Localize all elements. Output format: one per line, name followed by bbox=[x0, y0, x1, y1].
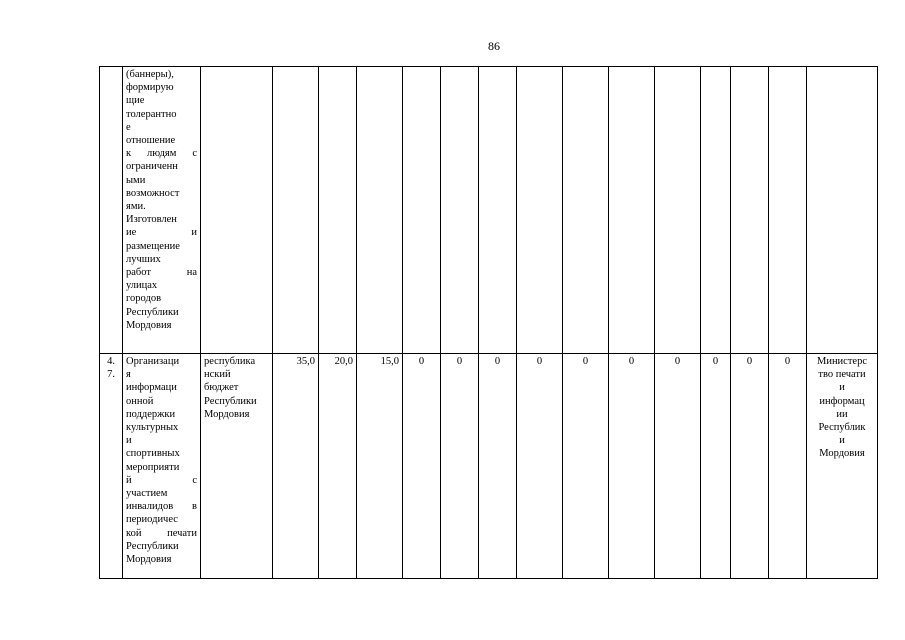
funding-source-cell bbox=[201, 354, 273, 579]
value-cell: 35,0 bbox=[273, 354, 319, 579]
text-line: нский bbox=[204, 369, 231, 381]
responsible-cell bbox=[807, 354, 878, 579]
text-line: й с bbox=[126, 474, 197, 486]
value-cell: 0 bbox=[769, 354, 807, 579]
value-cell: 0 bbox=[517, 354, 563, 579]
responsible-cell bbox=[807, 67, 878, 354]
text-line: работ на bbox=[126, 267, 197, 279]
text-line: участием bbox=[126, 488, 168, 500]
text-line: информац bbox=[819, 395, 865, 407]
value-cell: 0 bbox=[479, 354, 517, 579]
text-line: отношение bbox=[126, 135, 176, 147]
value-cell bbox=[655, 67, 701, 354]
text-line: я bbox=[126, 369, 131, 381]
activity-name-cell bbox=[123, 354, 201, 579]
text-line: и bbox=[126, 435, 132, 447]
text-line: Республики bbox=[126, 306, 179, 318]
text-line: формирую bbox=[126, 82, 174, 94]
funding-source-cell bbox=[201, 67, 273, 354]
value-cell bbox=[319, 67, 357, 354]
text-line: (баннеры), bbox=[126, 69, 174, 80]
text-line: ии bbox=[836, 408, 848, 420]
table-row bbox=[100, 354, 878, 579]
row-number-cell bbox=[100, 67, 123, 354]
text-line: возможност bbox=[126, 187, 180, 199]
text-line: инвалидов в bbox=[126, 501, 197, 513]
text-line: Республик bbox=[818, 422, 866, 434]
value-cell: 0 bbox=[609, 354, 655, 579]
text-line: бюджет bbox=[204, 382, 239, 394]
text-line: Организаци bbox=[126, 356, 180, 367]
value-cell bbox=[701, 67, 731, 354]
value-cell bbox=[517, 67, 563, 354]
text-line: лучших bbox=[126, 253, 161, 265]
text-line: размещение bbox=[126, 240, 180, 252]
text-line: ями. bbox=[126, 201, 146, 213]
text-line: онной bbox=[126, 395, 154, 407]
text-line: щие bbox=[126, 95, 145, 107]
text-line: и bbox=[839, 435, 845, 447]
text-line: городов bbox=[126, 293, 162, 305]
value-cell: 0 bbox=[441, 354, 479, 579]
text-line: спортивных bbox=[126, 448, 180, 460]
value-cell: 0 bbox=[403, 354, 441, 579]
text-line: Мордовия bbox=[204, 408, 250, 420]
text-line: толерантно bbox=[126, 108, 177, 120]
text-line: Мордовия bbox=[819, 448, 865, 460]
text-line: 4. bbox=[107, 356, 115, 367]
text-line: улицах bbox=[126, 280, 158, 292]
text-line: Республики bbox=[204, 395, 257, 407]
value-cell: 20,0 bbox=[319, 354, 357, 579]
text-line: к людям с bbox=[126, 148, 197, 160]
text-line: Мордовия bbox=[126, 554, 172, 566]
text-line: информаци bbox=[126, 382, 177, 394]
value-cell: 0 bbox=[731, 354, 769, 579]
text-line: культурных bbox=[126, 422, 179, 434]
text-line: кой печати bbox=[126, 527, 197, 539]
page-number: 86 bbox=[488, 39, 500, 53]
text-line: Республики bbox=[126, 540, 179, 552]
text-line: и bbox=[839, 382, 845, 394]
text-line: поддержки bbox=[126, 408, 176, 420]
value-cell bbox=[563, 67, 609, 354]
value-cell bbox=[609, 67, 655, 354]
value-cell bbox=[403, 67, 441, 354]
text-line: ие и bbox=[126, 227, 197, 239]
value-cell: 0 bbox=[655, 354, 701, 579]
value-cell bbox=[731, 67, 769, 354]
text-line: Изготовлен bbox=[126, 214, 177, 226]
value-cell bbox=[769, 67, 807, 354]
value-cell bbox=[441, 67, 479, 354]
value-cell bbox=[273, 67, 319, 354]
row-number-cell bbox=[100, 354, 123, 579]
text-line: ыми bbox=[126, 174, 146, 186]
text-line: ограниченн bbox=[126, 161, 178, 173]
table-row bbox=[100, 67, 878, 354]
text-line: мероприяти bbox=[126, 461, 180, 473]
value-cell: 0 bbox=[563, 354, 609, 579]
text-line: тво печати bbox=[818, 369, 866, 381]
text-line: периодичес bbox=[126, 514, 178, 526]
value-cell: 0 bbox=[701, 354, 731, 579]
value-cell: 15,0 bbox=[357, 354, 403, 579]
text-line: е bbox=[126, 121, 131, 133]
activity-name-cell bbox=[123, 67, 201, 354]
text-line: республика bbox=[204, 356, 256, 367]
value-cell bbox=[357, 67, 403, 354]
text-line: Мордовия bbox=[126, 319, 172, 331]
value-cell bbox=[479, 67, 517, 354]
text-line: 7. bbox=[107, 369, 115, 381]
text-line: Министерс bbox=[816, 356, 867, 367]
budget-table bbox=[99, 66, 878, 579]
